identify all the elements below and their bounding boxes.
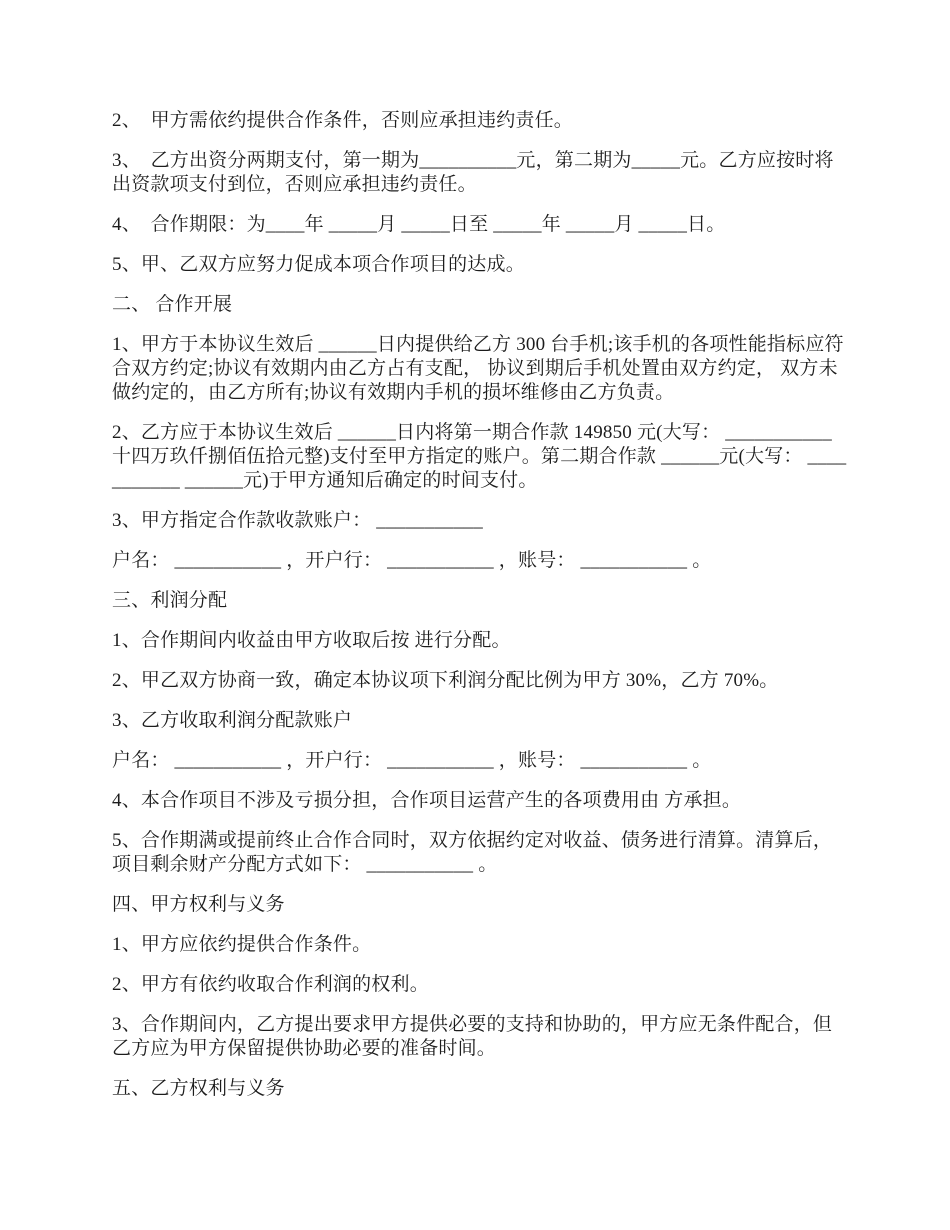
paragraph: 2、 甲方需依约提供合作条件，否则应承担违约责任。 bbox=[112, 110, 574, 131]
paragraph: 4、本合作项目不涉及亏损分担，合作项目运营产生的各项费用由 方承担。 bbox=[112, 790, 742, 811]
section-heading-party-b-rights: 五、乙方权利与义务 bbox=[112, 1078, 285, 1099]
paragraph: 1、合作期间内收益由甲方收取后按 进行分配。 bbox=[112, 630, 511, 651]
paragraph: 5、甲、乙双方应努力促成本项合作项目的达成。 bbox=[112, 254, 525, 275]
paragraph-account-fields: 户名： ___________ ，开户行： ___________ ，账号： ___________ 。 bbox=[112, 750, 712, 771]
paragraph: 3、乙方收取利润分配款账户 bbox=[112, 710, 353, 731]
paragraph: 1、甲方应依约提供合作条件。 bbox=[112, 934, 372, 955]
section-heading-cooperation-development: 二、 合作开展 bbox=[112, 294, 233, 315]
paragraph: 1、甲方于本协议生效后 ______日内提供给乙方 300 台手机;该手机的各项性能指标应符合双方约定;协议有效期内由乙方占有支配， 协议到期后手机处置由双方约定， 双方未做约定的，由乙方所有;协议有效期内手机的损坏维修由乙方负责。 bbox=[112, 334, 844, 403]
paragraph-account-fields: 户名： ___________ ，开户行： ___________ ，账号： ___________ 。 bbox=[112, 550, 712, 571]
paragraph: 3、 乙方出资分两期支付，第一期为__________元，第二期为_____元。乙方应按时将出资款项支付到位，否则应承担违约责任。 bbox=[112, 150, 834, 195]
section-heading-party-a-rights: 四、甲方权利与义务 bbox=[112, 894, 285, 915]
paragraph: 2、甲乙双方协商一致，确定本协议项下利润分配比例为甲方 30%，乙方 70%。 bbox=[112, 670, 779, 691]
section-heading-profit-distribution: 三、利润分配 bbox=[112, 590, 228, 611]
paragraph: 2、甲方有依约收取合作利润的权利。 bbox=[112, 974, 429, 995]
paragraph: 2、乙方应于本协议生效后 ______日内将第一期合作款 149850 元(大写： ___________十四万玖仟捌佰伍拾元整)支付至甲方指定的账户。第二期合作款 ______元(大写： ___________ ______元)于甲方通知后确定的时间支付。 bbox=[112, 422, 847, 491]
paragraph: 3、甲方指定合作款收款账户： ___________ bbox=[112, 510, 483, 531]
paragraph: 4、 合作期限：为____年 _____月 _____日至 _____年 _____月 _____日。 bbox=[112, 214, 726, 235]
paragraph: 5、合作期满或提前终止合作合同时，双方依据约定对收益、债务进行清算。清算后，项目剩余财产分配方式如下： ___________ 。 bbox=[112, 830, 833, 875]
paragraph: 3、合作期间内，乙方提出要求甲方提供必要的支持和协助的，甲方应无条件配合，但乙方应为甲方保留提供协助必要的准备时间。 bbox=[112, 1014, 833, 1059]
